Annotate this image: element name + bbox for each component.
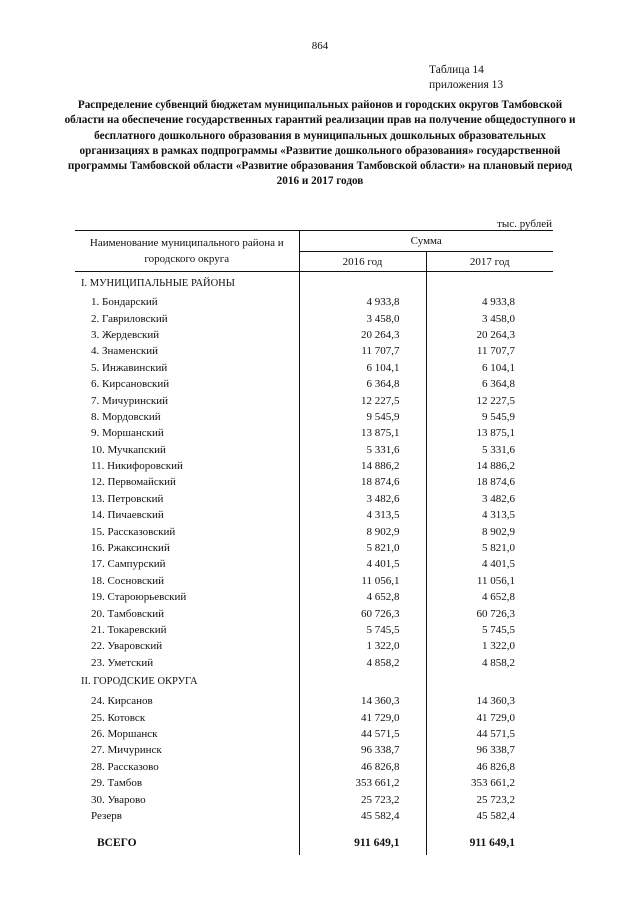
table-ref-line2: приложения 13 <box>429 79 504 91</box>
spacer-cell <box>75 824 299 831</box>
value-2016: 11 707,7 <box>299 343 426 359</box>
value-2016: 4 401,5 <box>299 556 426 572</box>
value-2017: 20 264,3 <box>426 327 553 343</box>
value-2016: 6 364,8 <box>299 376 426 392</box>
row-name: 24. Кирсанов <box>91 695 153 708</box>
header-sum: Сумма <box>299 231 553 252</box>
table-row <box>75 742 553 758</box>
table-row <box>75 343 553 359</box>
row-name: 15. Рассказовский <box>91 525 176 538</box>
value-2016: 14 886,2 <box>299 458 426 474</box>
row-name: 11. Никифоровский <box>91 460 183 473</box>
table-row <box>75 759 553 775</box>
row-name: 5. Инжавинский <box>91 361 168 374</box>
value-2017: 46 826,8 <box>426 759 553 775</box>
row-name: 8. Мордовский <box>91 410 161 423</box>
table-row <box>75 540 553 556</box>
table-reference <box>429 63 503 93</box>
value-2016: 911 649,1 <box>299 831 426 855</box>
row-name: 10. Мучкапский <box>91 443 166 456</box>
row-name: 27. Мичуринск <box>91 744 162 757</box>
row-name: 22. Уваровский <box>91 640 163 653</box>
value-2017: 353 661,2 <box>426 775 553 791</box>
value-2017: 5 745,5 <box>426 622 553 638</box>
header-year-2016: 2016 год <box>299 252 426 272</box>
value-2017: 41 729,0 <box>426 709 553 725</box>
row-name: 21. Токаревский <box>91 624 167 636</box>
table-row <box>75 360 553 376</box>
value-2016: 5 331,6 <box>299 442 426 458</box>
row-name: 4. Знаменский <box>91 345 159 358</box>
reserve-row <box>75 808 553 824</box>
value-2017: 14 360,3 <box>426 693 553 709</box>
spacer-row <box>75 824 553 831</box>
table-row <box>75 507 553 523</box>
row-name: 7. Мичуринский <box>91 394 168 407</box>
spacer-cell <box>299 824 426 831</box>
value-2017: 911 649,1 <box>426 831 553 855</box>
units-label: тыс. рублей <box>497 218 552 230</box>
value-2016: 46 826,8 <box>299 759 426 775</box>
row-name: 26. Моршанск <box>91 727 158 740</box>
table-row <box>75 605 553 621</box>
table-row <box>75 556 553 572</box>
value-2017: 9 545,9 <box>426 409 553 425</box>
value-2016: 18 874,6 <box>299 474 426 490</box>
value-2016: 353 661,2 <box>299 775 426 791</box>
value-2017: 4 858,2 <box>426 655 553 671</box>
table-row <box>75 622 553 638</box>
value-2016: 25 723,2 <box>299 791 426 807</box>
row-name: 12. Первомайский <box>91 476 176 489</box>
row-name: 17. Сампурский <box>91 558 166 571</box>
value-2016: 96 338,7 <box>299 742 426 758</box>
table-row <box>75 655 553 671</box>
row-name: 25. Котовск <box>91 711 146 724</box>
header-row <box>75 231 553 252</box>
table-row <box>75 392 553 408</box>
document-title: Распределение субвенций бюджетам муниципальных районов и городских округов Тамбовской области на обеспечение государственных гарантий реализации прав на получение общедоступного и бесплатного дошкольного образования в муниципальных дошкольных образовательных организациях в рамках подпрограммы «Развитие дошкольного образования» государственной программы Тамбовской области «Развитие образования Тамбовской области» на плановый период 2016 и 2017 годов <box>64 99 576 188</box>
table-row <box>75 589 553 605</box>
spacer-cell <box>426 824 553 831</box>
value-2017: 4 313,5 <box>426 507 553 523</box>
table-row <box>75 458 553 474</box>
row-name: 1. Бондарский <box>91 296 158 309</box>
row-name: Резерв <box>91 809 122 822</box>
table-row <box>75 409 553 425</box>
row-name: 19. Староюрьевский <box>91 591 187 604</box>
table-body <box>75 272 553 856</box>
value-2017: 5 821,0 <box>426 540 553 556</box>
value-2017: 13 875,1 <box>426 425 553 441</box>
table-row <box>75 491 553 507</box>
row-name: 20. Тамбовский <box>91 607 165 620</box>
value-2017: 3 458,0 <box>426 310 553 326</box>
value-2016: 9 545,9 <box>299 409 426 425</box>
value-2016: 4 858,2 <box>299 655 426 671</box>
table-row <box>75 474 553 490</box>
value-2016: 6 104,1 <box>299 360 426 376</box>
value-2017: 6 104,1 <box>426 360 553 376</box>
section-cell-2017 <box>426 272 553 295</box>
value-2017: 11 707,7 <box>426 343 553 359</box>
table-row <box>75 425 553 441</box>
value-2017: 4 933,8 <box>426 294 553 310</box>
row-name: 14. Пичаевский <box>91 509 164 522</box>
row-name: ВСЕГО <box>97 837 137 850</box>
value-2017: 11 056,1 <box>426 573 553 589</box>
value-2017: 14 886,2 <box>426 458 553 474</box>
value-2017: 96 338,7 <box>426 742 553 758</box>
table-row <box>75 327 553 343</box>
row-name: 6. Кирсановский <box>91 378 170 391</box>
value-2016: 11 056,1 <box>299 573 426 589</box>
value-2016: 20 264,3 <box>299 327 426 343</box>
table-row <box>75 294 553 310</box>
section-cell-2017 <box>426 671 553 693</box>
table-row <box>75 693 553 709</box>
value-2016: 3 482,6 <box>299 491 426 507</box>
row-name: 13. Петровский <box>91 492 164 505</box>
total-row <box>75 831 553 855</box>
subvention-table-container <box>75 230 553 855</box>
header-year-2017: 2017 год <box>426 252 553 272</box>
section-city-districts <box>75 671 553 693</box>
row-name: 3. Жердевский <box>91 328 160 341</box>
table-row <box>75 523 553 539</box>
value-2016: 8 902,9 <box>299 523 426 539</box>
table-row <box>75 775 553 791</box>
value-2016: 4 933,8 <box>299 294 426 310</box>
value-2017: 45 582,4 <box>426 808 553 824</box>
row-name: 29. Тамбов <box>91 777 143 790</box>
section-municipal-districts <box>75 272 553 295</box>
subvention-table <box>75 230 553 855</box>
table-row <box>75 376 553 392</box>
table-row <box>75 573 553 589</box>
table-row <box>75 709 553 725</box>
value-2016: 41 729,0 <box>299 709 426 725</box>
value-2016: 13 875,1 <box>299 425 426 441</box>
value-2016: 4 313,5 <box>299 507 426 523</box>
value-2017: 18 874,6 <box>426 474 553 490</box>
page-number: 864 <box>311 40 329 52</box>
value-2017: 44 571,5 <box>426 726 553 742</box>
row-name: 28. Рассказово <box>91 760 159 773</box>
value-2016: 44 571,5 <box>299 726 426 742</box>
section-cell-2016 <box>299 272 426 295</box>
value-2016: 4 652,8 <box>299 589 426 605</box>
value-2016: 12 227,5 <box>299 392 426 408</box>
row-name: 18. Сосновский <box>91 574 165 587</box>
value-2016: 5 745,5 <box>299 622 426 638</box>
value-2017: 1 322,0 <box>426 638 553 654</box>
table-row <box>75 791 553 807</box>
table-row <box>75 638 553 654</box>
value-2017: 6 364,8 <box>426 376 553 392</box>
table-row <box>75 726 553 742</box>
row-name: 2. Гавриловский <box>91 312 168 325</box>
section-title: II. ГОРОДСКИЕ ОКРУГА <box>81 676 198 688</box>
value-2017: 3 482,6 <box>426 491 553 507</box>
value-2016: 60 726,3 <box>299 605 426 621</box>
section-title: I. МУНИЦИПАЛЬНЫЕ РАЙОНЫ <box>81 277 235 289</box>
value-2016: 3 458,0 <box>299 310 426 326</box>
table-ref-line1: Таблица 14 <box>429 64 484 76</box>
header-name-column: Наименование муниципального района и городского округа <box>75 231 299 272</box>
value-2017: 60 726,3 <box>426 605 553 621</box>
row-name: 30. Уварово <box>91 793 146 806</box>
value-2016: 45 582,4 <box>299 808 426 824</box>
value-2016: 5 821,0 <box>299 540 426 556</box>
row-name: 9. Моршанский <box>91 427 164 440</box>
value-2017: 4 401,5 <box>426 556 553 572</box>
value-2017: 12 227,5 <box>426 392 553 408</box>
row-name: 23. Уметский <box>91 656 154 669</box>
section-cell-2016 <box>299 671 426 693</box>
value-2016: 14 360,3 <box>299 693 426 709</box>
table-row <box>75 442 553 458</box>
table-row <box>75 310 553 326</box>
value-2017: 25 723,2 <box>426 791 553 807</box>
value-2017: 5 331,6 <box>426 442 553 458</box>
value-2017: 4 652,8 <box>426 589 553 605</box>
value-2017: 8 902,9 <box>426 523 553 539</box>
value-2016: 1 322,0 <box>299 638 426 654</box>
row-name: 16. Ржаксинский <box>91 542 170 555</box>
